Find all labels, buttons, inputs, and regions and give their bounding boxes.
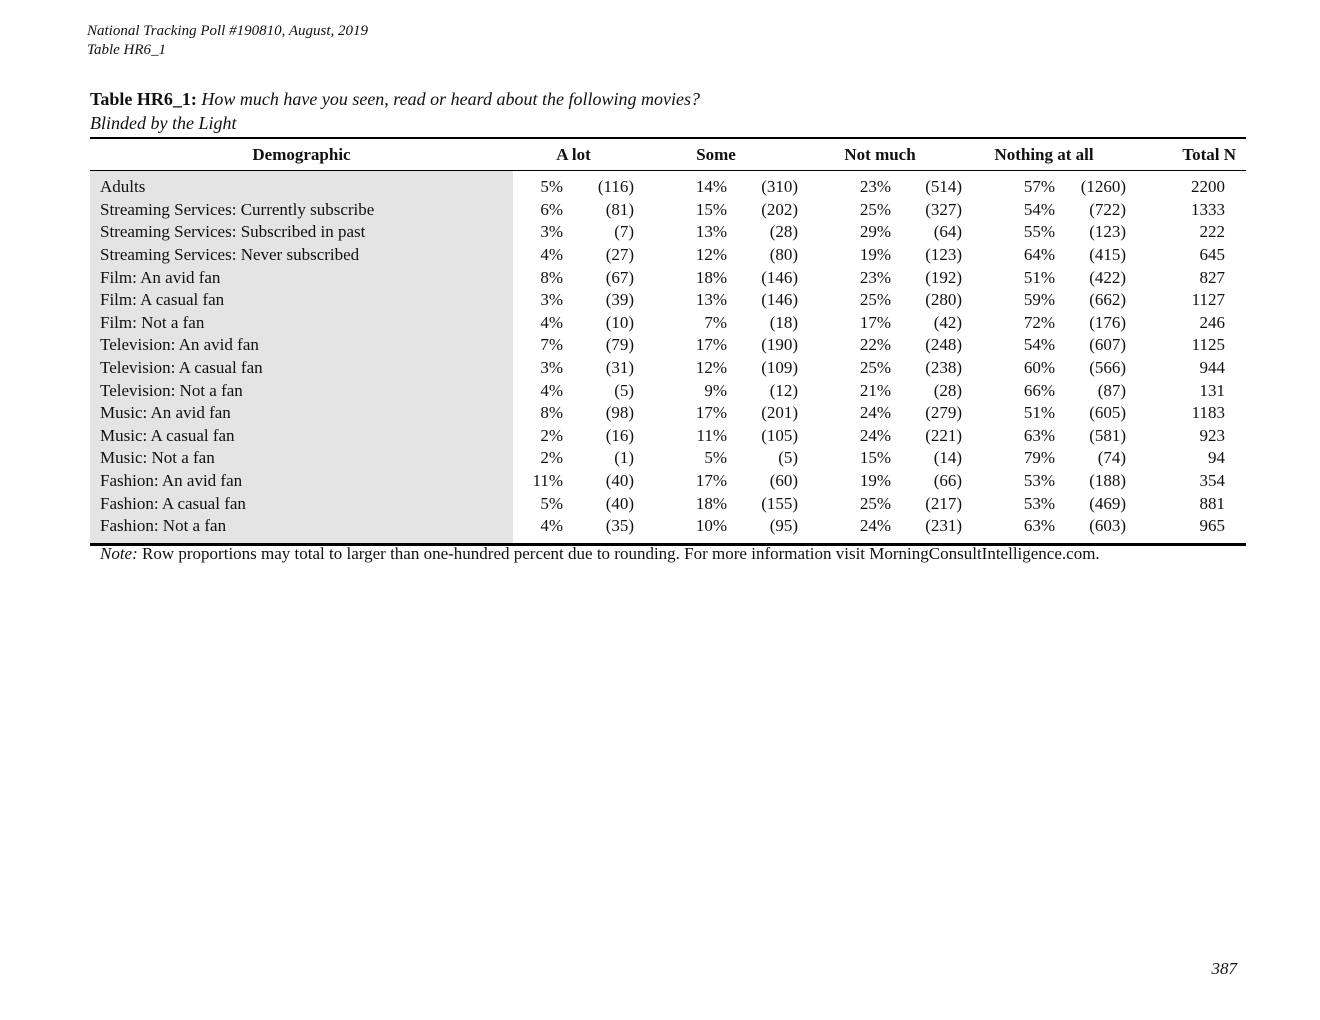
some-count: (146) [761,290,799,310]
a-lot-percent: 4% [540,516,563,536]
nothing-percent: 66% [1023,380,1056,400]
not-much-count: (66) [933,471,963,491]
some-count: (310) [761,177,799,197]
not-much-count: (280) [925,290,963,310]
not-much-count: (192) [925,267,963,287]
a-lot-percent: 6% [540,199,563,219]
a-lot-percent: 3% [540,358,563,378]
not-much-count: (123) [925,245,963,265]
a-lot-count: (98) [605,403,635,423]
table-row [90,515,1246,538]
not-much-percent: 22% [859,335,892,355]
a-lot-count: (40) [605,471,635,491]
nothing-percent: 79% [1023,448,1056,468]
demographic-label: Fashion: An avid fan [90,470,513,493]
some-percent: 15% [695,199,728,219]
table-row [90,447,1246,470]
table-row [90,244,1246,267]
not-much-percent: 25% [859,199,892,219]
demographic-label: Fashion: A casual fan [90,492,513,515]
not-much-percent: 19% [859,471,892,491]
nothing-count: (603) [1089,516,1127,536]
a-lot-percent: 4% [540,245,563,265]
table-row [90,221,1246,244]
a-lot-percent: 5% [540,493,563,513]
a-lot-count: (67) [605,267,635,287]
not-much-percent: 19% [859,245,892,265]
total-n: 923 [1199,425,1226,445]
nothing-count: (662) [1089,290,1127,310]
some-percent: 12% [695,245,728,265]
some-count: (80) [769,245,799,265]
some-count: (202) [761,199,799,219]
total-n: 1125 [1191,335,1226,355]
note-text: Row proportions may total to larger than one-hundred percent due to rounding. For more information visit MorningConsultIntelligence.com. [142,544,1100,563]
nothing-percent: 64% [1023,245,1056,265]
caption-question: How much have you seen, read or heard about the following movies? [201,89,700,109]
column-header-not-much: Not much [798,138,962,171]
not-much-count: (238) [925,358,963,378]
caption-subtitle: Blinded by the Light [90,113,237,133]
some-count: (155) [761,493,799,513]
not-much-percent: 23% [859,267,892,287]
some-percent: 17% [695,471,728,491]
not-much-count: (28) [933,380,963,400]
nothing-percent: 54% [1023,335,1056,355]
some-percent: 11% [696,425,728,445]
a-lot-percent: 2% [540,448,563,468]
not-much-count: (221) [925,425,963,445]
not-much-count: (327) [925,199,963,219]
table-row [90,176,1246,199]
demographic-label: Television: Not a fan [90,379,513,402]
nothing-count: (176) [1089,312,1127,332]
table-row [90,266,1246,289]
a-lot-count: (16) [605,425,635,445]
table-row [90,379,1246,402]
total-n: 827 [1199,267,1226,287]
a-lot-count: (35) [605,516,635,536]
table-id: Table HR6_1 [87,42,167,58]
some-percent: 18% [695,493,728,513]
header-row [90,138,1246,171]
some-percent: 13% [695,290,728,310]
demographic-label: Music: A casual fan [90,425,513,448]
some-count: (12) [769,380,799,400]
not-much-count: (231) [925,516,963,536]
total-n: 354 [1199,471,1226,491]
total-n: 246 [1199,312,1226,332]
some-percent: 10% [695,516,728,536]
not-much-percent: 24% [859,516,892,536]
nothing-count: (422) [1089,267,1127,287]
not-much-percent: 24% [859,425,892,445]
some-percent: 14% [695,177,728,197]
demographic-label: Television: A casual fan [90,357,513,380]
table-row [90,492,1246,515]
some-count: (109) [761,358,799,378]
nothing-count: (605) [1089,403,1127,423]
demographic-label: Television: An avid fan [90,334,513,357]
nothing-count: (123) [1089,222,1127,242]
nothing-percent: 60% [1023,358,1056,378]
demographic-label: Music: An avid fan [90,402,513,425]
table-row [90,470,1246,493]
not-much-count: (42) [933,312,963,332]
a-lot-count: (40) [605,493,635,513]
a-lot-count: (7) [614,222,635,242]
some-percent: 7% [704,312,728,332]
demographic-label: Streaming Services: Currently subscribe [90,199,513,222]
a-lot-percent: 2% [540,425,563,445]
some-count: (95) [769,516,799,536]
a-lot-count: (10) [605,312,635,332]
some-count: (5) [778,448,799,468]
demographic-label: Film: An avid fan [90,266,513,289]
total-n: 944 [1199,358,1226,378]
nothing-count: (566) [1089,358,1127,378]
a-lot-percent: 11% [532,471,563,491]
some-count: (105) [761,425,799,445]
demographic-label: Streaming Services: Subscribed in past [90,221,513,244]
nothing-percent: 51% [1023,267,1056,287]
table-row [90,334,1246,357]
a-lot-percent: 8% [540,403,563,423]
column-header-some: Some [634,138,798,171]
demographic-label: Fashion: Not a fan [90,515,513,538]
demographic-label: Streaming Services: Never subscribed [90,244,513,267]
table-body [90,171,1246,545]
not-much-percent: 29% [859,222,892,242]
nothing-percent: 54% [1023,199,1056,219]
a-lot-percent: 8% [540,267,563,287]
some-percent: 12% [695,358,728,378]
a-lot-count: (39) [605,290,635,310]
column-header-total-n: Total N [1126,138,1246,171]
a-lot-count: (5) [614,380,635,400]
running-header [87,22,368,60]
nothing-count: (87) [1097,380,1127,400]
some-count: (28) [769,222,799,242]
a-lot-percent: 7% [540,335,563,355]
not-much-count: (514) [925,177,963,197]
some-percent: 13% [695,222,728,242]
nothing-count: (722) [1089,199,1127,219]
table-row [90,312,1246,335]
poll-title: National Tracking Poll #190810, August, 2019 [87,23,368,39]
a-lot-count: (116) [597,177,635,197]
nothing-percent: 53% [1023,493,1056,513]
not-much-percent: 15% [859,448,892,468]
not-much-count: (217) [925,493,963,513]
some-percent: 9% [704,380,728,400]
nothing-percent: 59% [1023,290,1056,310]
total-n: 2200 [1191,177,1226,197]
nothing-percent: 53% [1023,471,1056,491]
a-lot-count: (81) [605,199,635,219]
note-label: Note: [100,544,138,563]
a-lot-percent: 3% [540,222,563,242]
not-much-count: (248) [925,335,963,355]
column-header-nothing-at-all: Nothing at all [962,138,1126,171]
nothing-percent: 55% [1023,222,1056,242]
not-much-percent: 25% [859,290,892,310]
not-much-percent: 25% [859,493,892,513]
not-much-count: (14) [933,448,963,468]
total-n: 1127 [1191,290,1226,310]
not-much-percent: 24% [859,403,892,423]
table-row [90,289,1246,312]
demographic-label: Film: A casual fan [90,289,513,312]
table-row [90,199,1246,222]
table-note [100,543,1100,565]
a-lot-percent: 3% [540,290,563,310]
some-percent: 17% [695,335,728,355]
not-much-percent: 17% [859,312,892,332]
nothing-count: (581) [1089,425,1127,445]
nothing-percent: 63% [1023,516,1056,536]
nothing-count: (1260) [1080,177,1127,197]
nothing-percent: 57% [1023,177,1056,197]
table-row [90,402,1246,425]
total-n: 1333 [1191,199,1226,219]
total-n: 645 [1199,245,1226,265]
column-header-demographic: Demographic [90,138,513,171]
total-n: 1183 [1191,403,1226,423]
total-n: 94 [1208,448,1226,468]
demographic-label: Music: Not a fan [90,447,513,470]
total-n: 881 [1199,493,1226,513]
nothing-count: (607) [1089,335,1127,355]
demographic-label: Film: Not a fan [90,312,513,335]
crosstab-table [90,137,1246,546]
total-n: 131 [1199,380,1226,400]
nothing-count: (415) [1089,245,1127,265]
page-number: 387 [1211,959,1237,978]
table-row [90,357,1246,380]
demographic-label: Adults [90,176,513,199]
nothing-percent: 51% [1023,403,1056,423]
nothing-count: (469) [1089,493,1127,513]
nothing-percent: 63% [1023,425,1056,445]
not-much-percent: 23% [859,177,892,197]
nothing-count: (188) [1089,471,1127,491]
not-much-percent: 21% [859,380,892,400]
table-caption [90,87,700,135]
some-count: (146) [761,267,799,287]
not-much-count: (64) [933,222,963,242]
a-lot-count: (27) [605,245,635,265]
a-lot-percent: 4% [540,312,563,332]
some-count: (18) [769,312,799,332]
a-lot-percent: 5% [540,177,563,197]
a-lot-count: (31) [605,358,635,378]
some-count: (190) [761,335,799,355]
some-count: (201) [761,403,799,423]
some-count: (60) [769,471,799,491]
nothing-percent: 72% [1023,312,1056,332]
total-n: 965 [1199,516,1226,536]
some-percent: 18% [695,267,728,287]
table-row [90,425,1246,448]
some-percent: 5% [704,448,728,468]
caption-label: Table HR6_1: [90,89,197,109]
a-lot-count: (79) [605,335,635,355]
not-much-count: (279) [925,403,963,423]
nothing-count: (74) [1097,448,1127,468]
a-lot-count: (1) [614,448,635,468]
column-header-a-lot: A lot [513,138,634,171]
not-much-percent: 25% [859,358,892,378]
a-lot-percent: 4% [540,380,563,400]
some-percent: 17% [695,403,728,423]
crosstab-table-container [90,137,1246,546]
total-n: 222 [1199,222,1226,242]
